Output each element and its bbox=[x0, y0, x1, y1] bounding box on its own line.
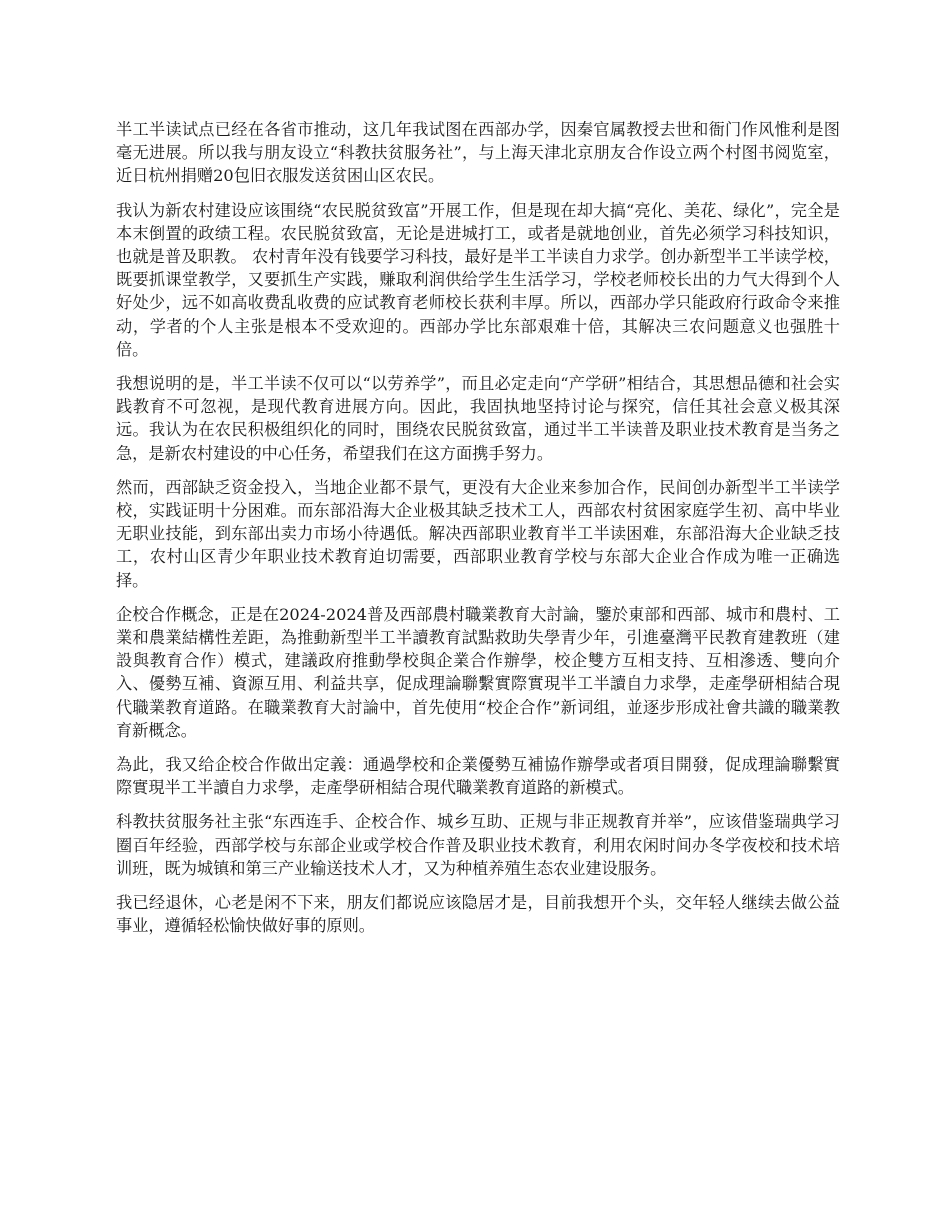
paragraph: 我认为新农村建设应该围绕“农民脱贫致富”开展工作，但是现在却大搞“亮化、美花、绿化”，完全是本末倒置的政绩工程。农民脱贫致富，无论是进城打工，或者是就地创业，首先必须学习科技知识，也就是普及职教。 农村青年没有钱要学习科技，最好是半工半读自力求学。创办新型半工半读学校，既要抓课堂教学，又要抓生产实践，赚取利润供给学生生活学习，学校老师校长出的力气大得到个人好处少，远不如高收费乱收费的应试教育老师校长获利丰厚。所以，西部办学只能政府行政命令来推动，学者的个人主张是根本不受欢迎的。西部办学比东部艰难十倍，其解决三农问题意义也强胜十倍。 bbox=[116, 200, 840, 359]
paragraph: 企校合作概念，正是在2024-2024普及西部農村職業教育大討論，鑒於東部和西部、城市和農村、工業和農業結構性差距，為推動新型半工半讀教育試點救助失學青少年，引進臺灣平民教育建教班（建設與教育合作）模式，建議政府推動學校與企業合作辦學，校企雙方互相支持、互相滲透、雙向介入、優勢互補、資源互用、利益共享，促成理論聯繫實際實現半工半讀自力求學，走產學研相結合現代職業教育道路。在職業教育大討論中，首先使用“校企合作”新词组，並逐步形成社會共識的職業教育新概念。 bbox=[116, 604, 840, 740]
paragraph: 然而，西部缺乏资金投入，当地企业都不景气，更没有大企业来参加合作，民间创办新型半工半读学校，实践证明十分困难。而东部沿海大企业极其缺乏技术工人，西部农村贫困家庭学生初、高中毕业无职业技能，到东部出卖力市场小待遇低。解决西部职业教育半工半读困难，东部沿海大企业缺乏技工，农村山区青少年职业技术教育迫切需要，西部职业教育学校与东部大企业合作成为唯一正确选择。 bbox=[116, 477, 840, 590]
paragraph: 為此，我又给企校合作做出定義：通過學校和企業優勢互補協作辦學或者項目開發，促成理論聯繫實際實現半工半讀自力求學，走產學研相結合現代職業教育道路的新模式。 bbox=[116, 755, 840, 798]
paragraph: 我想说明的是，半工半读不仅可以“以劳养学”，而且必定走向“产学研”相结合，其思想品德和社会实践教育不可忽视，是现代教育进展方向。因此，我固执地坚持讨论与探究，信任其社会意义极其深远。我认为在农民积极组织化的同时，围绕农民脱贫致富，通过半工半读普及职业技术教育是当务之急，是新农村建设的中心任务，希望我们在这方面携手努力。 bbox=[116, 374, 840, 463]
paragraph: 我已经退休，心老是闲不下来，朋友们都说应该隐居才是，目前我想开个头，交年轻人继续去做公益事业，遵循轻松愉快做好事的原则。 bbox=[116, 893, 840, 936]
paragraph: 半工半读试点已经在各省市推动，这几年我试图在西部办学，因秦官属教授去世和衙门作风惟利是图毫无进展。所以我与朋友设立“科教扶贫服务社”，与上海天津北京朋友合作设立两个村图书阅览室，近日杭州捐赠20包旧衣服发送贫困山区农民。 bbox=[116, 120, 840, 186]
document-body bbox=[116, 118, 840, 949]
paragraph: 科教扶贫服务社主张“东西连手、企校合作、城乡互助、正规与非正规教育并举”，应该借鉴瑞典学习圈百年经验，西部学校与东部企业或学校合作普及职业技术教育，利用农闲时间办冬学夜校和技术培训班，既为城镇和第三产业输送技术人才，又为种植养殖生态农业建设服务。 bbox=[116, 812, 840, 878]
